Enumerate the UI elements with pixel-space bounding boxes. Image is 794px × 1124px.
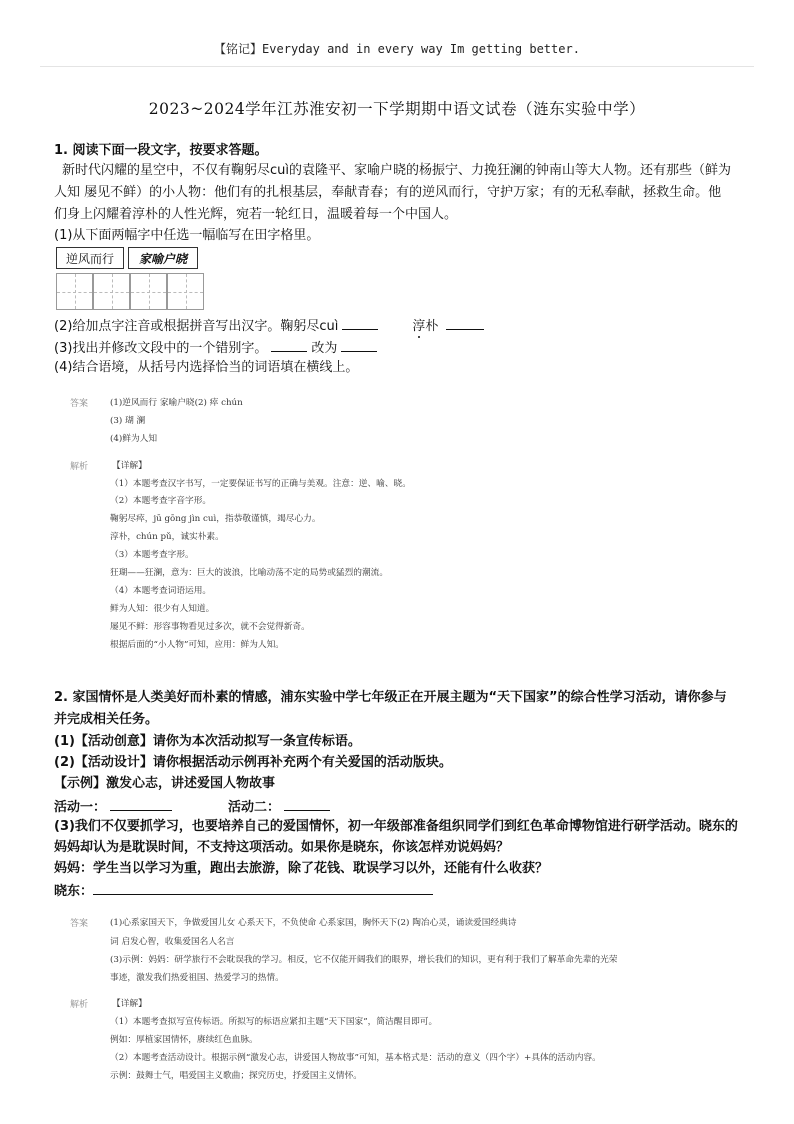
answer-tag: 答案 [70, 399, 89, 409]
q2-example: 【示例】激发心志，讲述爱国人物故事 [54, 776, 276, 791]
q2-sub3-line: 妈妈：学生当以学习为重，跑出去旅游，除了花钱、耽误学习以外，还能有什么收获？ [54, 861, 549, 876]
answer-tag: 答案 [70, 919, 89, 929]
q1-sub2 [54, 316, 488, 336]
q1-paragraph-line: 人知 屡见不鲜）的小人物：他们有的扎根基层，奉献青春；有的逆风而行，守护万家；有的无私奉献，拯救生命。他 [54, 185, 722, 200]
motto: 【铭记】Everyday and in every way Im getting better. [214, 42, 580, 56]
analysis-line: 鲜为人知：很少有人知道。 [110, 604, 215, 614]
answer-line: (1)逆风而行 家喻户晓(2) 瘁 chún [110, 398, 243, 408]
q1-sub3-change: 改为 [311, 341, 338, 356]
analysis-line: 例如：厚植家国情怀，赓续红色血脉。 [110, 1035, 258, 1045]
q1-sub2-text: (2)给加点字注音或根据拼音写出汉字。鞠躬尽cuì [54, 319, 339, 334]
analysis-line: 根据后面的“小人物”可知，应用：鲜为人知。 [110, 640, 284, 650]
page-title: 2023~2024学年江苏淮安初一下学期期中语文试卷（涟东实验中学） [148, 100, 646, 118]
activity-2-blank[interactable] [284, 797, 330, 811]
answer-blank[interactable] [342, 316, 378, 330]
analysis-line: （1）本题考查汉字书写，一定要保证书写的正确与美观。注意：逆、喻、晓。 [110, 479, 411, 489]
q2-xiaodong-line [54, 881, 437, 901]
q1-sub1: (1)从下面两幅字中任选一幅临写在田字格里。 [54, 228, 320, 243]
analysis-tag: 解析 [70, 1000, 89, 1010]
answer-line: (4)鲜为人知 [110, 434, 158, 444]
analysis-line: 鞠躬尽瘁，jū gōng jìn cuì，指恭敬谨慎，竭尽心力。 [110, 514, 321, 524]
grid-cell[interactable] [130, 273, 167, 310]
activity-1-blank[interactable] [110, 797, 172, 811]
q2-line: 并完成相关任务。 [54, 712, 159, 727]
activity-1-label: 活动一： [54, 800, 107, 815]
activity-2-label: 活动二： [228, 800, 281, 815]
answer-line: 事迹，激发我们热爱祖国、热爱学习的热情。 [110, 973, 284, 983]
answer-blank[interactable] [271, 338, 307, 352]
q2-heading: 2. 家国情怀是人类美好而朴素的情感，浦东实验中学七年级正在开展主题为“天下国家”的综合性学习活动，请你参与 [54, 690, 727, 705]
tianzige-grid[interactable] [56, 273, 206, 310]
divider [40, 66, 754, 67]
analysis-line: 【详解】 [112, 461, 147, 471]
q2-sub3-line: 妈妈却认为是耽误时间，不支持这项活动。如果你是晓东，你该怎样劝说妈妈？ [54, 840, 510, 855]
xiaodong-label: 晓东： [54, 884, 94, 899]
answer-line: (1)心系家国天下，争做爱国儿女 心系天下，不负使命 心系家国，胸怀天下(2) 陶冶心灵，诵读爱国经典诗 [110, 918, 517, 928]
emphasis-dot [418, 336, 420, 338]
answer-line: 词 启发心智，收集爱国名人名言 [110, 937, 235, 947]
grid-cell[interactable] [167, 273, 204, 310]
analysis-line: 【详解】 [112, 999, 147, 1009]
q2-activities [54, 797, 334, 817]
analysis-line: 狂瑚——狂澜，意为：巨大的波浪，比喻动荡不定的局势或猛烈的潮流。 [110, 568, 388, 578]
grid-cell[interactable] [56, 273, 93, 310]
analysis-line: （3）本题考查字形。 [110, 550, 194, 560]
analysis-line: （2）本题考查活动设计。根据示例“激发心志，讲爱国人物故事”可知，基本格式是：活动的意义（四个字）+具体的活动内容。 [110, 1053, 601, 1063]
answer-blank[interactable] [446, 316, 484, 330]
q1-sub3-text: (3)找出并修改文段中的一个错别字。 [54, 341, 268, 356]
q1-sub2-word: 淳朴 [412, 319, 439, 334]
analysis-line: （4）本题考查词语运用。 [110, 586, 212, 596]
answer-line: (3)示例：妈妈：研学旅行不会耽误我的学习。相反，它不仅能开阔我们的眼界，增长我们的知识，更有利于我们了解革命先辈的光荣 [110, 955, 618, 965]
q2-line: (2)【活动设计】请你根据活动示例再补充两个有关爱国的活动版块。 [54, 755, 452, 770]
q1-sub4: (4)结合语境，从括号内选择恰当的词语填在横线上。 [54, 360, 359, 375]
q2-sub3-line: (3)我们不仅要抓学习，也要培养自己的爱国情怀，初一年级部准备组织同学们到红色革命博物馆进行研学活动。晓东的 [54, 819, 738, 834]
xiaodong-answer-blank[interactable] [93, 881, 433, 895]
analysis-line: 屡见不鲜：形容事物看见过多次，就不会觉得新奇。 [110, 622, 310, 632]
analysis-line: 示例：鼓舞士气，唱爱国主义歌曲；探究历史，抒爱国主义情怀。 [110, 1071, 362, 1081]
q1-paragraph-line: 新时代闪耀的星空中，不仅有鞠躬尽cuì的袁隆平、家喻户晓的杨振宁、力挽狂澜的钟南山等大人物。还有那些（鲜为 [62, 163, 731, 178]
q1-paragraph-line: 们身上闪耀着淳朴的人性光辉，宛若一轮红日，温暖着每一个中国人。 [54, 207, 458, 222]
q1-sub3 [54, 338, 381, 358]
q1-heading: 1. 阅读下面一段文字，按要求答题。 [54, 143, 268, 158]
analysis-line: （1）本题考查拟写宣传标语。所拟写的标语应紧扣主题“天下国家”，简洁醒目即可。 [110, 1017, 438, 1027]
calligraphy-sample-2: 家喻户晓 [128, 247, 198, 269]
calligraphy-sample-1: 逆风而行 [56, 247, 124, 269]
q2-line: (1)【活动创意】请你为本次活动拟写一条宣传标语。 [54, 734, 361, 749]
analysis-tag: 解析 [70, 462, 89, 472]
analysis-line: （2）本题考查字音字形。 [110, 496, 212, 506]
grid-cell[interactable] [93, 273, 130, 310]
analysis-line: 淳朴，chún pǔ，诚实朴素。 [110, 532, 224, 542]
answer-line: (3) 瑚 澜 [110, 416, 146, 426]
answer-blank[interactable] [341, 338, 377, 352]
